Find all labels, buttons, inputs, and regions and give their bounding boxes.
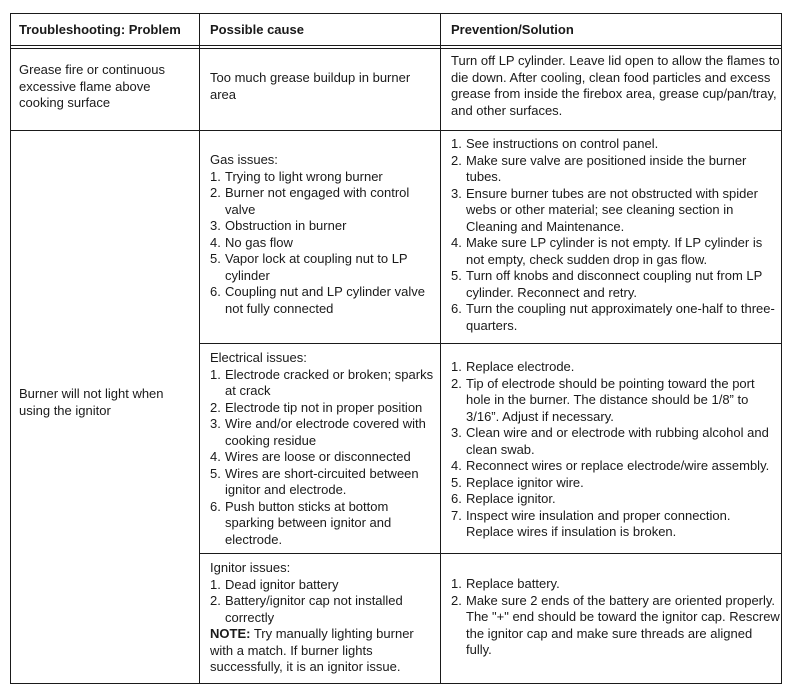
list-item: 1. Replace battery.	[451, 576, 560, 591]
electrical-issues-cell	[210, 350, 438, 548]
list-item: 6. Coupling nut and LP cylinder valve not fully connected	[210, 284, 425, 316]
list-item: 2. Burner not engaged with control valve	[210, 185, 410, 217]
ignitor-solutions-list	[451, 576, 781, 659]
electrical-solutions-list	[451, 359, 781, 541]
ignitor-note	[210, 626, 438, 676]
table-border-bottom	[10, 683, 782, 684]
subrow-divider-electrical	[200, 553, 782, 554]
list-item: 5. Wires are short-circuited between ignitor and electrode.	[210, 465, 419, 497]
gas-solutions-list	[451, 136, 781, 334]
list-item: 5. Replace ignitor wire.	[451, 474, 584, 490]
solution-grease-fire: Turn off LP cylinder. Leave lid open to allow the flames to die down. After cooling, clean food particles and excess grease from inside the firebox area, grease cup/pan/tray, and other surfaces.	[451, 53, 780, 118]
list-item: 3. Wire and/or electrode covered with cooking residue	[210, 416, 426, 448]
electrical-solutions-cell	[451, 359, 781, 541]
table-border-top	[10, 13, 782, 14]
column-divider-2	[440, 13, 441, 684]
list-item: 2. Battery/ignitor cap not installed correctly	[210, 593, 403, 625]
list-item: 2. Electrode tip not in proper position	[210, 399, 423, 415]
list-item: 6. Push button sticks at bottom sparking between ignitor and electrode.	[210, 498, 392, 547]
subrow-divider-gas	[200, 343, 782, 344]
list-item: 3. Obstruction in burner	[210, 218, 347, 233]
list-item: 4. Wires are loose or disconnected	[210, 449, 411, 464]
gas-solutions-cell	[451, 136, 781, 334]
list-item: 7. Inspect wire insulation and proper connection. Replace wires if insulation is broken.	[451, 507, 731, 539]
row-divider	[10, 130, 782, 131]
list-item: 5. Vapor lock at coupling nut to LP cylinder	[210, 251, 408, 283]
gas-causes-list	[210, 169, 438, 318]
list-item: 1. Electrode cracked or broken; sparks at crack	[210, 366, 434, 398]
list-item: 2. Tip of electrode should be pointing toward the port hole in the burner. The distance should be 1/8” to 3/16”. Adjust if necessary.	[451, 375, 755, 424]
list-item: 1. Dead ignitor battery	[210, 576, 339, 592]
header-problem: Troubleshooting: Problem	[19, 22, 181, 37]
list-item: 3. Clean wire and or electrode with rubbing alcohol and clean swab.	[451, 425, 769, 457]
ignitor-issues-cell	[210, 560, 438, 676]
header-divider-double	[10, 48, 782, 49]
list-item: 4. No gas flow	[210, 234, 293, 250]
cause-grease-buildup: Too much grease buildup in burner area	[210, 70, 411, 102]
list-item: 4. Reconnect wires or replace electrode/wire assembly.	[451, 458, 770, 473]
list-item: 1. Replace electrode.	[451, 359, 575, 374]
header-cause: Possible cause	[210, 22, 304, 37]
list-item: 1. Trying to light wrong burner	[210, 168, 383, 184]
gas-issues-title: Gas issues:	[210, 152, 278, 167]
note-label: NOTE:	[210, 626, 251, 641]
list-item: 4. Make sure LP cylinder is not empty. If LP cylinder is not empty, check sudden drop in gas flow.	[451, 235, 763, 267]
list-item: 3. Ensure burner tubes are not obstructed with spider webs or other material; see cleaning section in Cleaning and Maintenance.	[451, 185, 758, 234]
gas-issues-cell	[210, 152, 438, 317]
list-item: 6. Turn the coupling nut approximately one-half to three-quarters.	[451, 301, 775, 333]
note-text: Try manually lighting burner with a match. If burner lights successfully, it is an ignitor issue.	[210, 626, 414, 674]
problem-burner-not-lighting: Burner will not light when using the ignitor	[19, 386, 164, 418]
list-item: 2. Make sure valve are positioned inside the burner tubes.	[451, 152, 747, 184]
list-item: 6. Replace ignitor.	[451, 491, 556, 506]
ignitor-issues-title: Ignitor issues:	[210, 560, 291, 575]
ignitor-solutions-cell	[451, 576, 781, 659]
header-solution: Prevention/Solution	[451, 22, 574, 37]
electrical-issues-title: Electrical issues:	[210, 350, 307, 365]
electrical-causes-list	[210, 367, 438, 549]
list-item: 5. Turn off knobs and disconnect coupling nut from LP cylinder. Reconnect and retry.	[451, 268, 763, 300]
header-divider	[10, 45, 782, 46]
list-item: 2. Make sure 2 ends of the battery are oriented properly. The "+" end should be toward the ignitor cap. Rescrew the ignitor cap and make sure threads are aligned fully.	[451, 592, 780, 657]
column-divider-1	[199, 13, 200, 684]
problem-grease-fire: Grease fire or continuous excessive flame above cooking surface	[19, 62, 165, 110]
list-item: 1. See instructions on control panel.	[451, 136, 659, 151]
ignitor-causes-list	[210, 577, 438, 627]
table-border-left	[10, 13, 11, 684]
